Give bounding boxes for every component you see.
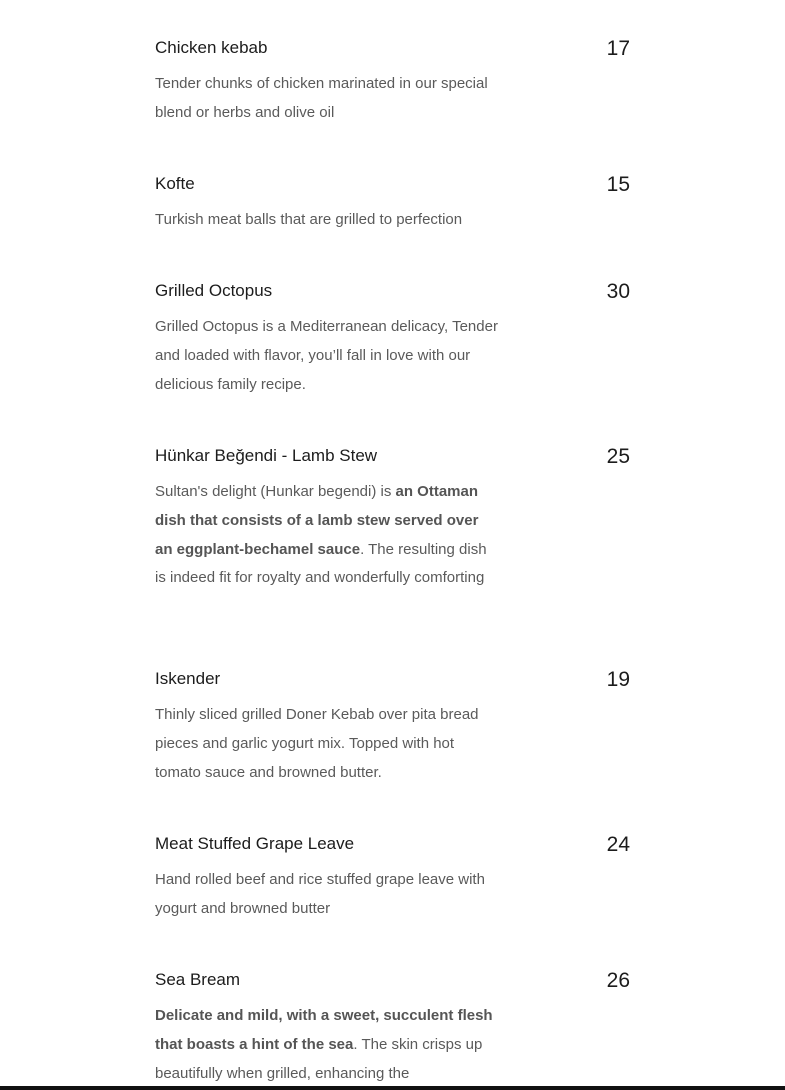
item-price: 30	[606, 280, 630, 303]
item-name: Meat Stuffed Grape Leave	[155, 834, 355, 853]
item-name: Iskender	[155, 669, 221, 688]
item-price: 24	[606, 833, 630, 856]
desc-text: . The skin crisps up beautifully when grilled, enhancing the	[155, 1035, 483, 1082]
desc-bold-text: Delicate and mild, with a sweet, succulent flesh that boasts a hint of the sea	[155, 1007, 493, 1053]
item-name: Chicken kebab	[155, 38, 268, 57]
item-description	[155, 206, 500, 235]
bottom-edge-bar	[0, 1086, 785, 1090]
item-description	[155, 1002, 500, 1088]
item-name: Grilled Octopus	[155, 281, 273, 300]
desc-text: Tender chunks of chicken marinated in our special blend or herbs and olive oil	[155, 75, 488, 121]
item-price: 25	[606, 445, 630, 468]
desc-text: Grilled Octopus is a Mediterranean delicacy, Tender and loaded with flavor, you’ll fall in love with our delicious family recipe.	[155, 318, 498, 393]
item-name: Sea Bream	[155, 970, 241, 989]
item-name: Hünkar Beğendi - Lamb Stew	[155, 446, 378, 465]
item-price: 26	[606, 969, 630, 992]
desc-text: Sultan's delight (Hunkar begendi) is	[155, 483, 396, 500]
item-price: 19	[606, 668, 630, 691]
item-description	[155, 701, 500, 787]
desc-text: Turkish meat balls that are grilled to perfection	[155, 211, 463, 228]
item-price: 15	[606, 173, 630, 196]
desc-text: Thinly sliced grilled Doner Kebab over pita bread pieces and garlic yogurt mix. Topped with hot tomato sauce and browned butter.	[155, 706, 479, 781]
item-description	[155, 866, 500, 924]
desc-text: . The resulting dish is indeed fit for royalty and wonderfully comforting	[155, 540, 487, 587]
item-price: 17	[606, 37, 630, 60]
item-description	[155, 70, 500, 128]
item-description	[155, 478, 500, 593]
desc-text: Hand rolled beef and rice stuffed grape leave with yogurt and browned butter	[155, 871, 485, 917]
item-name: Kofte	[155, 174, 195, 193]
desc-bold-text: an Ottaman dish that consists of a lamb stew served over an eggplant-bechamel sauce	[155, 483, 479, 558]
item-description	[155, 313, 500, 399]
